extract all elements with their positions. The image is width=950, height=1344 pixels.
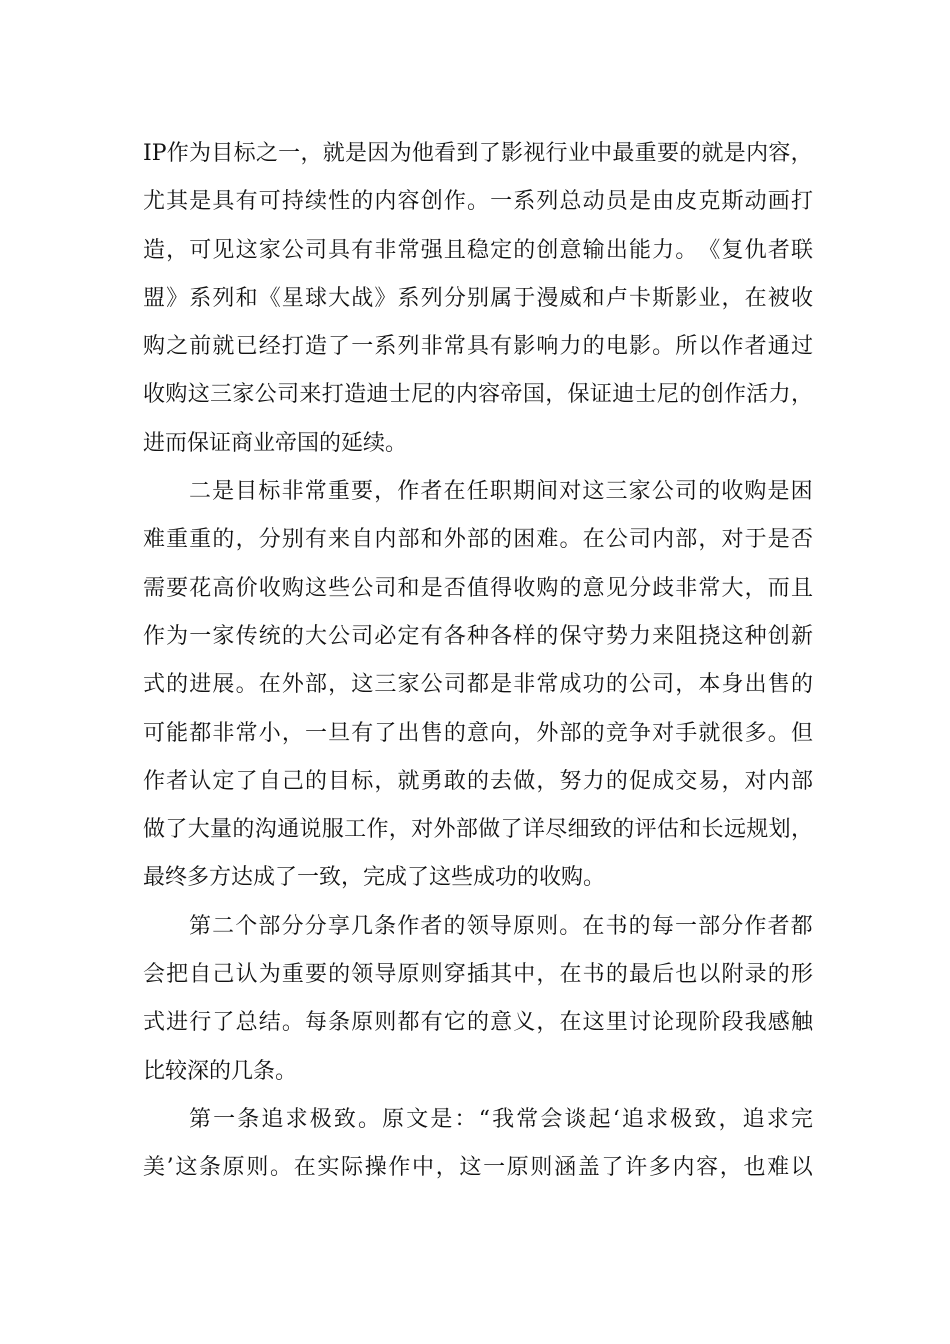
text-line: 作 者 认 定 了 自 己 的 目 标 ， 就 勇 敢 的 去 做 ， 努 力 的 促 成 交 易 ， 对 内 部 [143, 768, 813, 794]
text-line: 盟 》 系 列 和 《 星 球 大 战 》 系 列 分 别 属 于 漫 威 和 卢 卡 斯 影 业 ， 在 被 收 [143, 285, 813, 311]
text-line: 造 ， 可 见 这 家 公 司 具 有 非 常 强 且 稳 定 的 创 意 输 出 能 力 。 《 复 仇 者 联 [143, 237, 813, 263]
text-line: 会 把 自 己 认 为 重 要 的 领 导 原 则 穿 插 其 中 ， 在 书 的 最 后 也 以 附 录 的 形 [143, 962, 813, 988]
paragraph-first-line: 第 二 个 部 分 分 享 几 条 作 者 的 领 导 原 则 。 在 书 的 每 一 部 分 作 者 都 [189, 913, 813, 939]
text-line: 比较深的几条。 [143, 1058, 298, 1084]
text-line: 可 能 都 非 常 小 ， 一 旦 有 了 出 售 的 意 向 ， 外 部 的 竞 争 对 手 就 很 多 。 但 [143, 720, 813, 746]
text-line: 需 要 花 高 价 收 购 这 些 公 司 和 是 否 值 得 收 购 的 意 见 分 歧 非 常 大 ， 而 且 [143, 575, 813, 601]
text-line: 最终多方达成了一致，完成了这些成功的收购。 [143, 865, 606, 891]
text-line: 尤 其 是 具 有 可 持 续 性 的 内 容 创 作 。 一 系 列 总 动 员 是 由 皮 克 斯 动 画 打 [143, 189, 813, 215]
text-line: 购 之 前 就 已 经 打 造 了 一 系 列 非 常 具 有 影 响 力 的 电 影 。 所 以 作 者 通 过 [143, 334, 813, 360]
document-body [143, 130, 813, 1193]
paragraph-first-line: 第 一 条 追 求 极 致 。 原 文 是 ： “ 我 常 会 谈 起 ‘ 追 求 极 致 ， 追 求 完 [189, 1106, 813, 1132]
text-line: 进而保证商业帝国的延续。 [143, 430, 408, 456]
text-line: IP 作 为 目 标 之 一 ， 就 是 因 为 他 看 到 了 影 视 行 业 中 最 重 要 的 就 是 内 容 ， [143, 141, 813, 166]
paragraph-first-line: 二 是 目 标 非 常 重 要 ， 作 者 在 任 职 期 间 对 这 三 家 公 司 的 收 购 是 困 [189, 479, 813, 505]
text-line: 作 为 一 家 传 统 的 大 公 司 必 定 有 各 种 各 样 的 保 守 势 力 来 阻 挠 这 种 创 新 [143, 623, 813, 649]
text-line: 难 重 重 的 ， 分 别 有 来 自 内 部 和 外 部 的 困 难 。 在 公 司 内 部 ， 对 于 是 否 [143, 527, 813, 553]
text-line: 收 购 这 三 家 公 司 来 打 造 迪 士 尼 的 内 容 帝 国 ， 保 证 迪 士 尼 的 创 作 活 力 ， [143, 382, 813, 408]
text-line: 式 进 行 了 总 结 。 每 条 原 则 都 有 它 的 意 义 ， 在 这 里 讨 论 现 阶 段 我 感 触 [143, 1010, 813, 1036]
text-line: 做 了 大 量 的 沟 通 说 服 工 作 ， 对 外 部 做 了 详 尽 细 致 的 评 估 和 长 远 规 划 ， [143, 817, 813, 843]
text-line: 式 的 进 展 。 在 外 部 ， 这 三 家 公 司 都 是 非 常 成 功 的 公 司 ， 本 身 出 售 的 [143, 672, 813, 698]
text-line: 美 ’ 这 条 原 则 。 在 实 际 操 作 中 ， 这 一 原 则 涵 盖 了 许 多 内 容 ， 也 难 以 [143, 1155, 813, 1181]
